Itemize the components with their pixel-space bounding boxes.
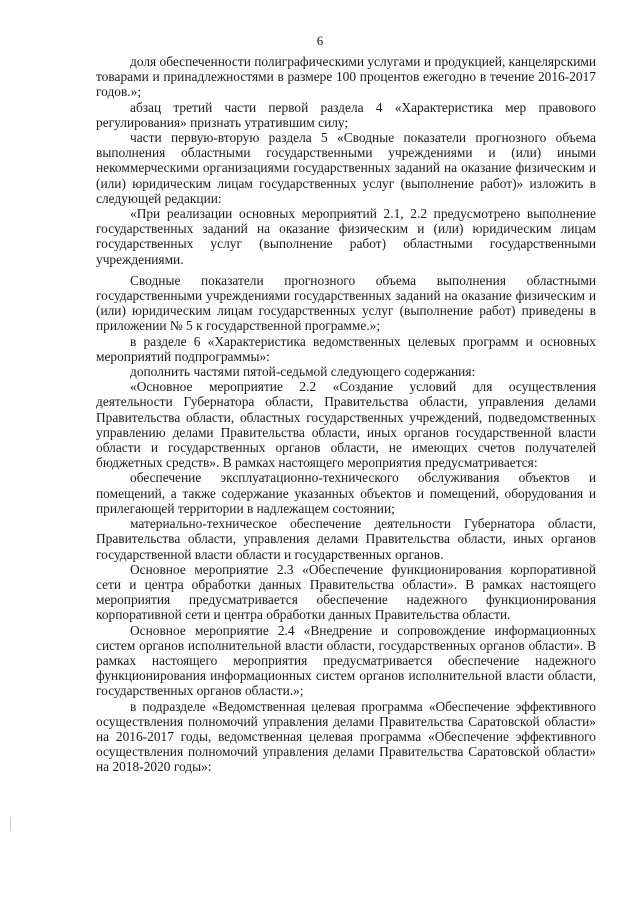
- paragraph: доля обеспеченности полиграфическими услугами и продукцией, канцелярскими товарами и принадлежностями в размере 100 процентов ежегодно в течение 2016-2017 годов.»;: [96, 54, 596, 100]
- paragraph: части первую-вторую раздела 5 «Сводные показатели прогнозного объема выполнения областными государственными учреждениями и (или) иными некоммерческими организациями государственных заданий на оказание физическим и (или) юридическим лицам государственных услуг (выполнение работ)» изложить в следующей редакции:: [96, 130, 596, 206]
- paragraph: дополнить частями пятой-седьмой следующего содержания:: [130, 364, 476, 380]
- paragraph: «Основное мероприятие 2.2 «Создание условий для осуществления деятельности Губернатора области, Правительства области, управления делами Правительства области, областных государственных учреждений, подведомственных управлению делами Правительства области, иных органов государственной власти области и государственных органов области, не имеющих счетов получателей бюджетных средств». В рамках настоящего мероприятия предусматривается:: [96, 379, 596, 471]
- paragraph: Основное мероприятие 2.4 «Внедрение и сопровождение информационных систем органов исполнительной власти области, государственных органов области». В рамках настоящего мероприятия предусматривается обеспечение надежного функционирования информационных систем органов исполнительной власти области, государственных органов области.»;: [96, 622, 596, 699]
- paragraph: Сводные показатели прогнозного объема выполнения областными государственными учреждениями государственных заданий на оказание физическим и (или) юридическим лицам государственных услуг (выполнение работ) приведены в приложении № 5 к государственной программе.»;: [96, 272, 596, 334]
- paragraph: материально-техническое обеспечение деятельности Губернатора области, Правительства области, управления делами Правительства области, иных органов государственной власти области и государственных органов.: [96, 516, 596, 562]
- paragraph: в разделе 6 «Характеристика ведомственных целевых программ и основных мероприятий подпрограммы»:: [96, 333, 596, 364]
- margin-mark: [10, 817, 11, 831]
- paragraph: Основное мероприятие 2.3 «Обеспечение функционирования корпоративной сети и центра обработки данных Правительства области». В рамках настоящего мероприятия предусматривается обеспечение надежного функционирования корпоративной сети и центра обработки данных Правительства области.: [96, 561, 596, 623]
- paragraph: обеспечение эксплуатационно-технического обслуживания объектов и помещений, а также содержание указанных объектов и помещений, оборудования и прилегающей территории в надлежащем состоянии;: [96, 470, 596, 516]
- paragraph: «При реализации основных мероприятий 2.1, 2.2 предусмотрено выполнение государственных заданий на оказание физическим и (или) юридическим лицам государственных услуг (выполнение работ) областными государственными учреждениями.: [96, 206, 596, 267]
- paragraph: в подразделе «Ведомственная целевая программа «Обеспечение эффективного осуществления полномочий управления делами Правительства Саратовской области» на 2016-2017 годы, ведомственная целевая программа «Обеспечение эффективного осуществления полномочий управления делами Правительства Саратовской области» на 2018-2020 годы»:: [96, 698, 596, 775]
- page-number: 6: [316, 33, 324, 48]
- document-body: [96, 54, 596, 775]
- paragraph: абзац третий части первой раздела 4 «Характеристика мер правового регулирования» признать утратившим силу;: [96, 99, 596, 130]
